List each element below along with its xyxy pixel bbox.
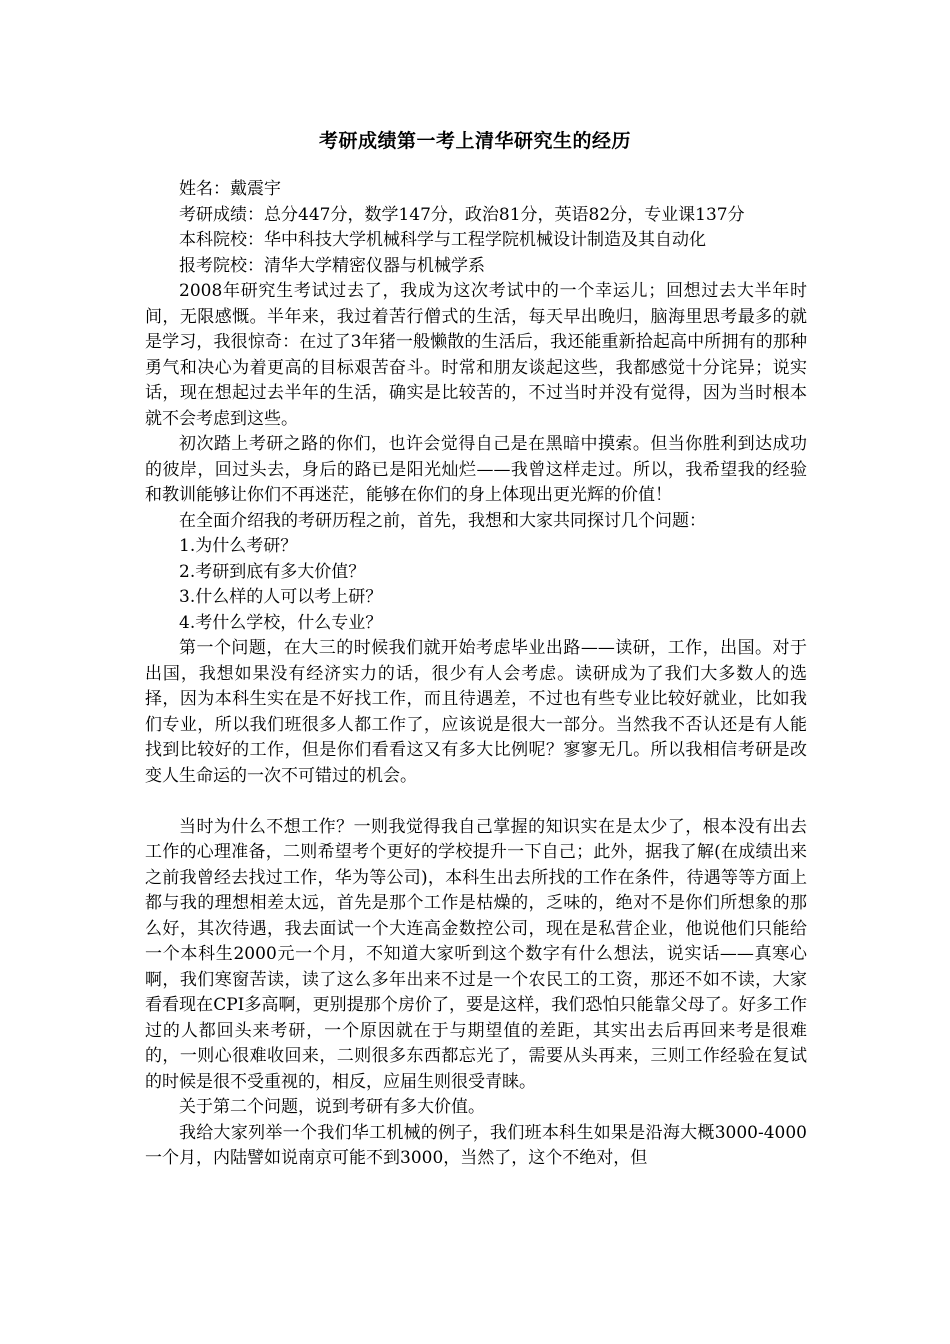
paragraph-target-school: 报考院校：清华大学精密仪器与机械学系 [179, 255, 485, 276]
paragraph-first-question: 第一个问题，在大三的时候我们就开始考虑毕业出路——读研，工作，出国。对于出国，我想如果没有经济实力的话，很少有人会考虑。读研成为了我们大多数人的选择，因为本科生实在是不好找工作，而且待遇差，不过也有些专业比较好就业，比如我们专业，所以我们班很多人都工作了，应该说是很大一部分。当然我不否认还是有人能找到比较好的工作，但是你们看看这又有多大比例呢？寥寥无几。所以我相信考研是改变人生命运的一次不可错过的机会。 [145, 638, 807, 786]
document-body [145, 177, 807, 1172]
paragraph-name: 姓名：戴震宇 [179, 179, 281, 199]
paragraph-example: 我给大家列举一个我们华工机械的例子，我们班本科生如果是沿海大概3000-4000一个月，内陆譬如说南京可能不到3000，当然了，这个不绝对，但 [145, 1122, 807, 1168]
document-title: 考研成绩第一考上清华研究生的经历 [318, 130, 631, 152]
question-item-2: 2.考研到底有多大价值？ [179, 561, 366, 582]
paragraph-second-question: 关于第二个问题，说到考研有多大价值。 [179, 1097, 485, 1117]
paragraph-scores: 考研成绩：总分447分，数学147分，政治81分，英语82分，专业课137分 [179, 204, 745, 225]
paragraph-why-not-work: 当时为什么不想工作？一则我觉得我自己掌握的知识实在是太少了，根本没有出去工作的心理准备，二则希望考个更好的学校提升一下自己；此外，据我了解(在成绩出来之前我曾经去找过工作，华为等公司)，本科生出去所找的工作在条件，待遇等等方面上都与我的理想相差太远，首先是那个工作是枯燥的，乏味的，绝对不是你们所想象的那么好，其次待遇，我去面试一个大连高金数控公司，现在是私营企业，他说他们只能给一个本科生2000元一个月，不知道大家听到这个数字有什么想法，说实话——真寒心啊，我们寒窗苦读，读了这么多年出来不过是一个农民工的工资，那还不如不读，大家看看现在CPI多高啊，更别提那个房价了，要是这样，我们恐怕只能靠父母了。好多工作过的人都回头来考研，一个原因就在于与期望值的差距，其实出去后再回来考是很难的，一则心很难收回来，二则很多东西都忘光了，需要从头再来，三则工作经验在复试的时候是很不受重视的，相反，应届生则很受青睐。 [145, 816, 807, 1092]
paragraph-intro: 2008年研究生考试过去了，我成为这次考试中的一个幸运儿；回想过去大半年时间，无限感慨。半年来，我过着苦行僧式的生活，每天早出晚归，脑海里思考最多的就是学习，我很惊奇：在过了3年猪一般懒散的生活后，我还能重新拾起高中所拥有的那种勇气和决心为着更高的目标艰苦奋斗。时常和朋友谈起这些，我都感觉十分诧异；说实话，现在想起过去半年的生活，确实是比较苦的，不过当时并没有觉得，因为当时根本就不会考虑到这些。 [145, 281, 807, 429]
paragraph-encouragement: 初次踏上考研之路的你们，也许会觉得自己是在黑暗中摸索。但当你胜利到达成功的彼岸，回过头去，身后的路已是阳光灿烂——我曾这样走过。所以，我希望我的经验和教训能够让你们不再迷茫，能够在你们的身上体现出更光辉的价值！ [145, 434, 807, 505]
question-item-1: 1.为什么考研？ [179, 536, 298, 556]
paragraph-questions-lead: 在全面介绍我的考研历程之前，首先，我想和大家共同探讨几个问题： [179, 510, 706, 531]
paragraph-undergrad-school: 本科院校：华中科技大学机械科学与工程学院机械设计制造及其自动化 [179, 230, 706, 250]
question-item-4: 4.考什么学校，什么专业？ [179, 612, 383, 633]
question-item-3: 3.什么样的人可以考上研？ [179, 587, 383, 607]
